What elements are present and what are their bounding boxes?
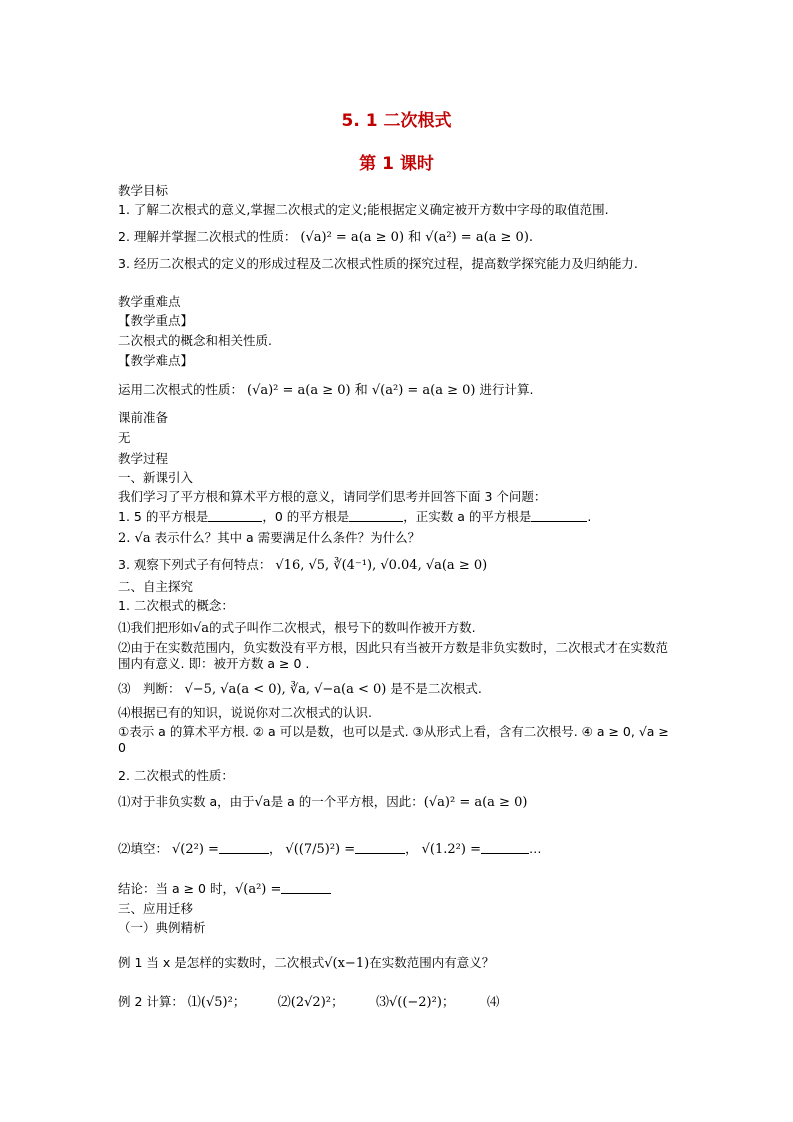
answer-blank: [281, 881, 331, 894]
c1-part-b: 的式子叫作二次根式，根号下的数叫作被开方数.: [209, 620, 476, 635]
p2-label: ⑵填空：: [118, 841, 169, 856]
ex2-item-4: ⑷: [486, 994, 500, 1009]
difficulty-text: [118, 382, 533, 399]
q1-part-b: ，0 的平方根是: [262, 509, 350, 524]
keypoints-heading: 教学重难点: [118, 294, 181, 309]
key-heading: 【教学重点】: [118, 313, 194, 328]
q2-formula: 2. √a: [118, 531, 151, 546]
section-2-heading: 二、自主探究: [118, 579, 194, 594]
answer-blank: [349, 509, 403, 522]
c1-formula: √a: [193, 621, 210, 636]
conclusion-text: 结论：当 a ≥ 0 时，: [118, 881, 235, 896]
p1-part-b: 是 a 的一个平方根，因此：: [270, 794, 424, 809]
question-3: [118, 557, 487, 574]
prep-text: 无: [118, 430, 131, 445]
concept-heading: 1. 二次根式的概念：: [118, 598, 234, 613]
answer-blank: [481, 841, 529, 854]
example-1: [118, 955, 494, 972]
difficulty-prefix: 运用二次根式的性质：: [118, 382, 244, 397]
example-2: [118, 994, 499, 1011]
concept-4-answer: ①表示 a 的算术平方根. ② a 可以是数，也可以是式. ③从形式上看，含有二次根号. ④ a ≥ 0, √a ≥ 0: [118, 724, 669, 755]
answer-blank: [531, 509, 587, 522]
goal-2-formula: (√a)² = a(a ≥ 0) 和 √(a²) = a(a ≥ 0).: [300, 230, 534, 245]
property-2-fill: ⑵填空： √(2²) = ， √((7/5)²) = ， √(1.2²) = …: [118, 841, 542, 857]
key-text: 二次根式的概念和相关性质.: [118, 333, 272, 348]
intro-text: 我们学习了平方根和算术平方根的意义，请同学们思考并回答下面 3 个问题：: [118, 489, 547, 504]
ex1-part-b: 在实数范围内有意义？: [369, 955, 495, 970]
goals-heading: 教学目标: [118, 183, 169, 198]
ex1-formula: √(x−1): [324, 956, 370, 971]
section-3-heading: 三、应用迁移: [118, 901, 194, 916]
goal-1: 1. 了解二次根式的意义,掌握二次根式的定义;能根据定义确定被开方数中字母的取值范围.: [118, 202, 609, 217]
property-1: [118, 794, 527, 811]
ex2-item-1: ⑴(√5)²；: [187, 995, 246, 1010]
fill-expr-2: √((7/5)²) =: [285, 842, 356, 857]
goal-2-text: 2. 理解并掌握二次根式的性质：: [118, 229, 297, 244]
fill-expr-1: √(2²) =: [172, 842, 219, 857]
difficulty-suffix: 进行计算.: [479, 382, 534, 397]
fill-expr-3: √(1.2²) =: [421, 842, 481, 857]
process-heading: 教学过程: [118, 451, 169, 466]
q1-part-a: 1. 5 的平方根是: [118, 509, 209, 524]
answer-blank: [219, 841, 269, 854]
conclusion: [118, 881, 331, 898]
lesson-subtitle: 第 1 课时: [359, 154, 434, 174]
q3-text: 3. 观察下列式子有何特点：: [118, 557, 272, 572]
q2-text: 表示什么？其中 a 需要满足什么条件？为什么？: [154, 530, 421, 545]
page-title: 5. 1 二次根式: [341, 111, 452, 131]
concept-2: ⑵由于在实数范围内，负实数没有平方根，因此只有当被开方数是非负实数时，二次根式才在实数范围内有意义. 即：被开方数 a ≥ 0 .: [118, 640, 669, 671]
q3-formula: √16, √5, ∛(4⁻¹), √0.04, √a(a ≥ 0): [275, 558, 488, 573]
q1-part-d: .: [587, 509, 592, 524]
ex2-item-2: ⑵(2√2)²；: [277, 995, 344, 1010]
prep-heading: 课前准备: [118, 410, 169, 425]
answer-blank: [208, 509, 262, 522]
q1-part-c: ，正实数 a 的平方根是: [403, 509, 532, 524]
concept-3: [118, 681, 482, 698]
question-1: [118, 509, 591, 525]
difficulty-heading: 【教学难点】: [118, 353, 194, 368]
p1-formula-2: (√a)² = a(a ≥ 0): [423, 795, 528, 810]
c1-part-a: ⑴我们把形如: [118, 620, 194, 635]
difficulty-formula: (√a)² = a(a ≥ 0) 和 √(a²) = a(a ≥ 0): [247, 383, 476, 398]
conclusion-formula: √(a²) =: [234, 882, 282, 897]
section-1-heading: 一、新课引入: [118, 470, 194, 485]
subsection-examples: （一）典例精析: [118, 920, 206, 935]
question-2: [118, 530, 420, 547]
p1-formula-1: √a: [254, 795, 271, 810]
concept-4: ⑷根据已有的知识，说说你对二次根式的认识.: [118, 705, 372, 720]
c3-part-b: 是不是二次根式.: [390, 681, 482, 696]
answer-blank: [355, 841, 405, 854]
goal-3: 3. 经历二次根式的定义的形成过程及二次根式性质的探究过程，提高数学探究能力及归纳能力.: [118, 256, 638, 271]
ex2-item-3: ⑶√((−2)²)；: [375, 995, 455, 1010]
properties-heading: 2. 二次根式的性质：: [118, 768, 234, 783]
c3-part-a: ⑶ 判断：: [118, 681, 181, 696]
ex1-part-a: 例 1 当 x 是怎样的实数时，二次根式: [118, 955, 325, 970]
p1-part-a: ⑴对于非负实数 a，由于: [118, 794, 255, 809]
c3-formula: √−5, √a(a < 0), ∛a, √−a(a < 0): [184, 682, 387, 697]
goal-2: [118, 229, 533, 246]
ex2-label: 例 2 计算：: [118, 994, 184, 1009]
p2-ellipsis: …: [528, 841, 542, 856]
concept-1: [118, 620, 476, 637]
